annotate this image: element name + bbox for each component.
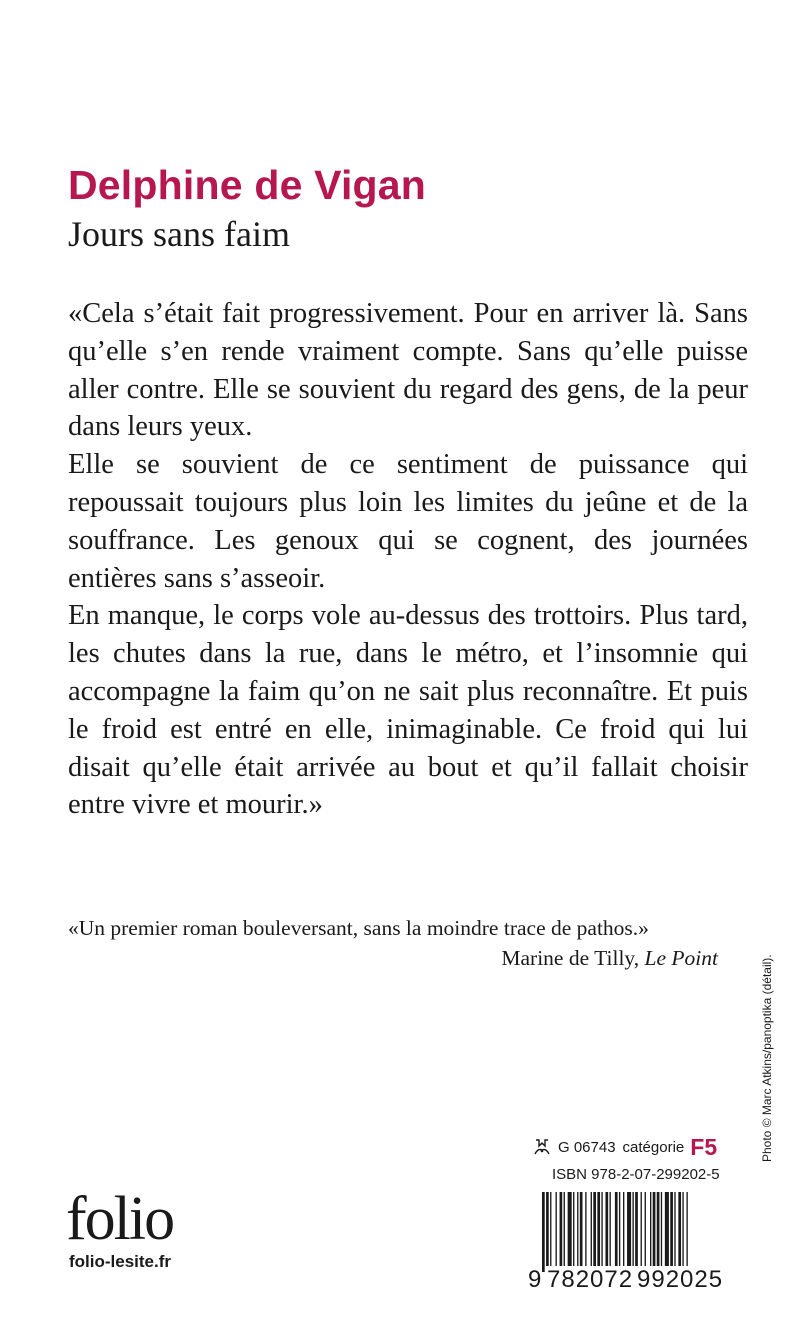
barcode-bar xyxy=(665,1192,669,1266)
barcode-bar xyxy=(632,1192,633,1266)
gallimard-monogram-icon xyxy=(532,1138,552,1156)
barcode-bar xyxy=(682,1192,683,1266)
barcode-bar xyxy=(601,1192,602,1266)
reviewer-name: Marine de Tilly, xyxy=(501,946,645,970)
barcode-bar xyxy=(657,1192,660,1266)
barcode-bar xyxy=(605,1192,608,1266)
barcode-bar xyxy=(546,1192,549,1272)
author-name: Delphine de Vigan xyxy=(68,162,427,208)
catalog-code: G 06743 xyxy=(558,1138,616,1156)
barcode-bar xyxy=(627,1192,631,1266)
barcode-bar xyxy=(597,1192,600,1266)
review-attribution xyxy=(68,943,718,973)
barcode-bar xyxy=(641,1192,642,1266)
barcode-bar xyxy=(645,1192,646,1266)
press-review xyxy=(68,913,718,973)
category-label: catégorie xyxy=(622,1138,685,1156)
barcode-bar xyxy=(619,1192,620,1272)
barcode-digit-first: 9 xyxy=(528,1266,542,1293)
barcode-bar xyxy=(550,1192,551,1266)
barcode-bar xyxy=(610,1192,611,1266)
category-value: F5 xyxy=(690,1133,718,1160)
blurb-paragraph: En manque, le corps vole au-dessus des trottoirs. Plus tard, les chutes dans la rue, dans le métro, et l’insomnie qui accompagne la faim qu’on ne sait plus reconnaître. Et puis le froid est entré en elle, inimaginable. Ce froid qui lui disait qu’elle était arrivée au bout et qu’il fallait choisir entre vivre et mourir.» xyxy=(68,600,748,821)
barcode-bar xyxy=(591,1192,592,1266)
barcode-bar xyxy=(580,1192,583,1266)
barcode-bar xyxy=(650,1192,651,1266)
barcode-bar xyxy=(615,1192,618,1266)
barcode-bar xyxy=(577,1192,578,1266)
barcode-digits-group-right: 992025 xyxy=(637,1266,724,1293)
barcode-bar xyxy=(661,1192,662,1266)
barcode-bar xyxy=(635,1192,638,1266)
catalog-line xyxy=(532,1132,717,1162)
barcode-bar xyxy=(573,1192,574,1266)
barcode-bar xyxy=(674,1192,675,1266)
barcode-bar xyxy=(564,1192,565,1266)
barcode-bar xyxy=(556,1192,557,1266)
barcode-bar xyxy=(686,1192,687,1272)
barcode-bar xyxy=(585,1192,586,1266)
barcode-bar xyxy=(678,1192,681,1266)
barcode-bar xyxy=(623,1192,624,1266)
barcode-bar xyxy=(670,1192,673,1266)
review-quote: «Un premier roman bouleversant, sans la moindre trace de pathos.» xyxy=(68,916,649,940)
publisher-website-link[interactable]: folio-lesite.fr xyxy=(69,1252,172,1271)
barcode-bar xyxy=(568,1192,572,1266)
barcode-bar xyxy=(560,1192,563,1266)
blurb-paragraph: Elle se souvient de ce sentiment de puissance qui repoussait toujours plus loin les limites du jeûne et de la souffrance. Les genoux qui se cognent, des journées entières sans s’asseoir. xyxy=(68,449,748,594)
isbn-number: ISBN 978-2-07-299202-5 xyxy=(552,1166,720,1183)
publication-name: Le Point xyxy=(644,946,718,970)
barcode-digits-group-left: 782072 xyxy=(547,1266,634,1293)
back-cover-blurb xyxy=(68,295,748,824)
barcode-bar xyxy=(593,1192,596,1266)
barcode-bars xyxy=(528,1192,728,1272)
photo-credit: Photo © Marc Atkins/panoptika (détail). xyxy=(760,954,774,1162)
book-title: Jours sans faim xyxy=(68,214,290,254)
barcode-bar xyxy=(542,1192,545,1272)
blurb-paragraph: «Cela s’était fait progressivement. Pour en arriver là. Sans qu’elle s’en rende vraiment compte. Sans qu’elle puisse aller contre. Elle se souvient du regard des gens, de la peur dans leurs yeux. xyxy=(68,298,748,443)
folio-logo: folio xyxy=(66,1185,174,1253)
barcode-bar xyxy=(653,1192,656,1266)
